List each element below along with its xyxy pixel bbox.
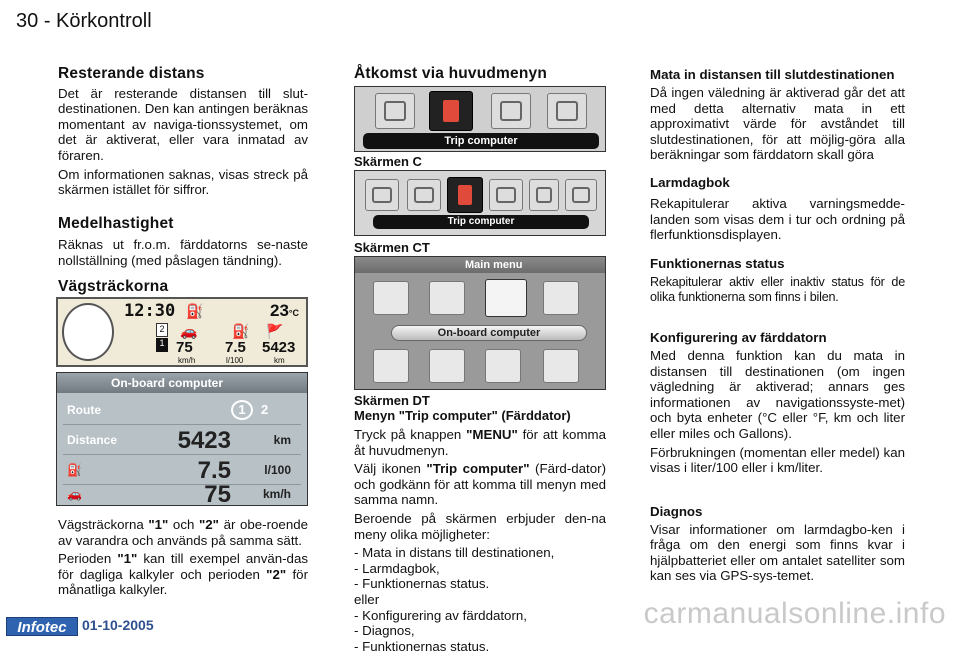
notebook-icon <box>543 281 579 315</box>
trip-row-value: 5423 <box>177 427 231 454</box>
trip-screen-title: On-board computer <box>57 373 307 393</box>
phone-icon <box>373 349 409 383</box>
lcd-temperature <box>270 301 299 321</box>
trip-row-unit: l/100 <box>264 463 291 477</box>
bold-text: "Trip computer" <box>426 461 530 477</box>
bold-text: "1" <box>117 551 138 567</box>
text-run: Vägsträckorna <box>58 517 149 532</box>
trip-row-distance <box>63 425 301 455</box>
section-heading-distance: Vägsträckorna <box>58 277 169 295</box>
section-heading-avg-speed: Medelhastighet <box>58 214 174 232</box>
phone-icon <box>529 179 559 211</box>
column-middle <box>354 66 606 86</box>
lcd-value-consumption: 7.5 <box>225 339 246 356</box>
column-right <box>650 67 905 587</box>
paragraph: Förbrukningen (momentan eller medel) kan visas i liter/100 eller i km/liter. <box>650 444 905 476</box>
video-icon <box>543 349 579 383</box>
text-run: är obe-roende av varandra och används på samma sätt. <box>58 517 309 548</box>
trip-row-value: 75 <box>204 481 231 508</box>
screen-dt <box>354 256 606 390</box>
list-item: - Mata in distans till destinationen, <box>354 545 606 561</box>
fuel-icon: ⛽ <box>186 303 204 319</box>
paragraph: Då ingen väledning är aktiverad går det att med detta alternativ mata in ett approximativt värde för avståndet till slutdestinationen, för att möjlig-göra alla beräkningar som färddatorn skall göra <box>650 85 905 163</box>
map-icon <box>485 349 521 383</box>
paragraph: Om informationen saknas, visas streck på skärmen istället för siffror. <box>58 166 308 198</box>
settings-sliders-icon <box>429 349 465 383</box>
paragraph: Visar informationer om larmdagbo-ken i fråga om den energi som finns kvar i hjälpbatteriet eller om antalet satelliter som kan ses via GPS-sys-temet. <box>650 521 905 584</box>
trip-row-route <box>63 395 301 425</box>
options-list <box>354 608 606 654</box>
section-heading: Funktionernas status <box>650 255 785 271</box>
route-selected-indicator: 1 <box>231 400 253 420</box>
trip-row-speed <box>63 479 301 509</box>
bold-text: "MENU" <box>466 427 518 442</box>
settings-sliders-icon <box>491 93 531 129</box>
paragraph: Med denna funktion kan du mata in distansen till destinationen (om ingen vägledning är aktiverad; annars ges informationen av navigationssyste-met) och byta enheter (°C eller °F, km och liter eller miles och Gallons). <box>650 347 905 441</box>
trip-computer-icon <box>429 91 473 131</box>
screen-c <box>354 86 606 152</box>
screen-ct <box>354 170 606 236</box>
trip-computer-screen <box>56 372 308 506</box>
trip-menu-subcaption: Menyn "Trip computer" (Färddator) <box>354 408 571 423</box>
music-icon <box>375 93 415 129</box>
paragraph: Räknas ut fr.o.m. färddatorns se-naste nollställning (med påslagen tändning). <box>58 237 308 268</box>
publication-date: 01-10-2005 <box>82 617 154 633</box>
paragraph <box>354 427 606 458</box>
screen-dt-caption: Skärmen DT <box>354 393 430 408</box>
list-icon <box>489 179 523 211</box>
list-item: - Funktionernas status. <box>354 576 606 592</box>
section-heading: Konfigurering av färddatorn <box>650 329 827 345</box>
list-item: - Diagnos, <box>354 623 606 639</box>
section-heading: Diagnos <box>650 503 703 519</box>
fuel-pump-icon: ⛽ <box>67 463 82 477</box>
lcd-unit-speed: km/h <box>178 356 196 365</box>
trip-row-label: Route <box>67 403 101 417</box>
settings-icon <box>565 179 597 211</box>
page-header <box>16 10 152 33</box>
fuel-pump-icon: ⛽ <box>232 323 250 339</box>
paragraph: Det är resterande distansen till slut-destinationen. Den kan antingen beräknas momentant av naviga-tionssystemet, om det är aktiverat, eller vara inmatad av föraren. <box>58 85 308 163</box>
site-watermark: carmanualsonline.info <box>643 597 946 630</box>
text-run: för månatliga kalkyler. <box>58 566 309 598</box>
screen-dt-label-bar: On-board computer <box>391 325 587 341</box>
column-left <box>58 66 308 298</box>
lcd-temp-unit: °C <box>288 308 300 318</box>
options-list <box>354 545 606 592</box>
text-run: Perioden <box>58 551 118 567</box>
text-run: Tryck på knappen <box>354 427 467 442</box>
screen-c-caption: Skärmen C <box>354 154 422 169</box>
lcd-unit-consumption: l/100 <box>226 356 244 365</box>
trip-selector-2: 2 <box>156 323 168 337</box>
page-number: 30 <box>16 10 39 32</box>
paragraph: Rekapitulerar aktiv eller inaktiv status för de olika funktionerna som finns i bilen. <box>650 274 905 305</box>
section-heading-remaining: Resterande distans <box>58 65 205 82</box>
navigation-icon <box>365 179 399 211</box>
trip-row-unit: km <box>273 433 291 447</box>
route-other-indicator: 2 <box>261 402 269 417</box>
section-heading: Mata in distansen till slutdestinationen <box>650 67 895 82</box>
text-run: (Färd-dator) och godkänn för att komma till menyn med samma namn. <box>354 461 606 508</box>
trip-computer-icon <box>447 177 483 213</box>
paragraph: Beroende på skärmen erbjuder den-na meny olika möjligheter: <box>354 510 606 542</box>
lcd-display <box>56 297 308 367</box>
lcd-time: 12:30 <box>124 301 176 321</box>
trip-selector-1: 1 <box>156 338 168 352</box>
screen-ct-caption: Skärmen CT <box>354 240 430 255</box>
car-icon: 🚗 <box>67 487 82 501</box>
navigation-icon <box>373 281 409 315</box>
car-icon: 🚗 <box>180 323 198 339</box>
screen-dt-title: Main menu <box>355 257 605 273</box>
car-flag-icon: 🚩 <box>266 323 284 339</box>
text-run: kan till exempel använ-das för dagliga kalkyler och perioden <box>58 551 308 582</box>
column-left-bottom <box>58 517 308 601</box>
list-item: - Funktionernas status. <box>354 639 606 654</box>
list-item: - Larmdagbok, <box>354 561 606 577</box>
text-run: och <box>168 517 199 532</box>
bold-text: "1" <box>148 517 169 532</box>
paragraph <box>58 551 308 598</box>
phone-icon <box>547 93 587 129</box>
bold-text: "2" <box>266 566 287 582</box>
section-heading-main-menu: Åtkomst via huvudmenyn <box>354 65 548 82</box>
section-heading: Larmdagbok <box>650 174 730 190</box>
trip-row-unit: km/h <box>262 487 291 501</box>
music-icon <box>407 179 441 211</box>
lcd-value-distance: 5423 <box>262 339 296 356</box>
trip-row-value: 7.5 <box>197 457 231 484</box>
publisher-logo: Infotec <box>6 617 78 636</box>
header-separator: - <box>43 10 51 32</box>
clock-dial-icon <box>62 303 114 361</box>
trip-row-label: Distance <box>67 433 118 447</box>
music-icon <box>429 281 465 315</box>
list-item: - Konfigurering av färddatorn, <box>354 608 606 624</box>
paragraph <box>58 517 308 548</box>
screen-ct-label-bar: Trip computer <box>373 215 589 229</box>
screen-c-label-bar: Trip computer <box>363 133 599 149</box>
paragraph: Rekapitulerar aktiva varningsmedde-landen som visas dem i tur och ordning på flerfunktionsdisplayen. <box>650 195 905 243</box>
paragraph <box>354 461 606 508</box>
lcd-temp-value: 23 <box>270 301 289 320</box>
lcd-value-speed: 75 <box>176 339 193 356</box>
page-title: Körkontroll <box>56 10 152 32</box>
column-middle-text <box>354 393 606 654</box>
lcd-unit-distance: km <box>274 356 285 365</box>
bold-text: "2" <box>198 517 219 532</box>
trip-computer-icon <box>485 279 527 317</box>
or-text: eller <box>354 591 380 607</box>
text-run: Välj ikonen <box>354 461 427 477</box>
text-run: för att komma åt huvudmenyn. <box>354 427 606 458</box>
